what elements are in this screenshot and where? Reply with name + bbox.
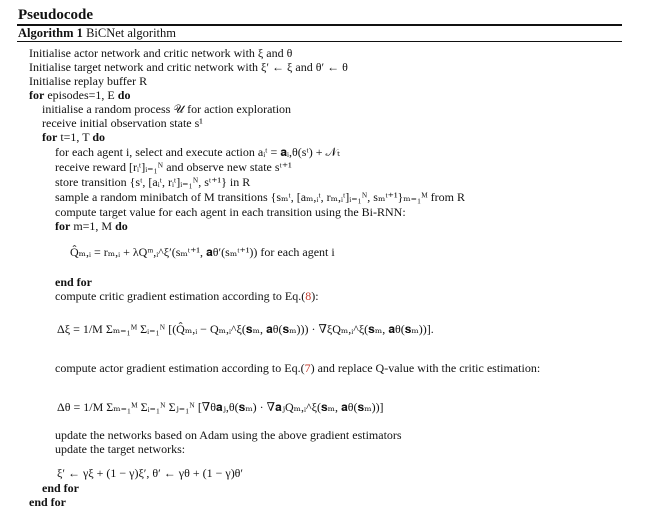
text: ) and replace Q-value with the critic estimation: [310, 361, 541, 375]
text: compute critic gradient estimation according to Eq.( [55, 289, 306, 303]
line-end-for-m: end for [55, 275, 92, 289]
algorithm-title [18, 26, 176, 41]
line-for-t [42, 130, 105, 144]
loop-range: episodes=1, E [47, 88, 115, 102]
line-receive-reward: receive reward [rᵢᵗ]ᵢ₌₁ᴺ and observe new state sᵗ⁺¹ [55, 160, 292, 174]
line-init-networks: Initialise actor network and critic network with ξ and θ [29, 46, 293, 60]
line-init-target: Initialise target network and critic network with ξ′ ← ξ and θ′ ← θ [29, 60, 348, 74]
equation-ref-link[interactable]: 7 [304, 361, 311, 375]
equation-soft-update: ξ′ ← γξ + (1 − γ)ξ′, θ′ ← γθ + (1 − γ)θ′ [57, 466, 244, 480]
text: compute actor gradient estimation according to Eq.( [55, 361, 305, 375]
line-sample-minibatch: sample a random minibatch of M transitions {sₘᵗ, [aₘ,ᵢᵗ, rₘ,ᵢᵗ]ᵢ₌₁ᴺ, sₘᵗ⁺¹}ₘ₌₁ᴹ from R [55, 190, 465, 204]
keyword-do: do [115, 219, 128, 233]
equation-actor-delta: Δθ = 1/M Σₘ₌₁ᴹ Σᵢ₌₁ᴺ Σⱼ₌₁ᴺ [∇θ𝐚ⱼ,θ(𝐬ₘ) · ∇𝐚ⱼQₘ,ᵢ^ξ(𝐬ₘ, 𝐚θ(𝐬ₘ))] [57, 400, 384, 414]
equation-ref-link[interactable]: 8 [305, 289, 312, 303]
title-rule [17, 41, 622, 42]
line-store-transition: store transition {sᵗ, [aᵢᵗ, rᵢᵗ]ᵢ₌₁ᴺ, sᵗ⁺¹} in R [55, 175, 251, 189]
keyword-for: for [29, 88, 45, 102]
line-receive-state: receive initial observation state s¹ [42, 116, 203, 130]
text: ): [311, 289, 319, 303]
line-compute-target: compute target value for each agent in each transition using the Bi-RNN: [55, 205, 406, 219]
loop-range: m=1, M [73, 219, 113, 233]
line-for-episodes [29, 88, 130, 102]
algorithm-label: Algorithm 1 [18, 26, 83, 40]
equation-target-q: Q̂ₘ,ᵢ = rₘ,ᵢ + λQᵐ,ᵢ^ξ′(sₘᵗ⁺¹, 𝐚θ′(sₘᵗ⁺¹)) for each agent i [70, 245, 335, 259]
page-heading: Pseudocode [18, 7, 93, 23]
line-init-process: initialise a random process 𝒰 for action exploration [42, 102, 292, 116]
keyword-do: do [92, 130, 106, 144]
line-actor-gradient [55, 361, 540, 375]
keyword-for: for [55, 219, 71, 233]
keyword-do: do [117, 88, 131, 102]
line-end-for-episodes: end for [29, 495, 66, 509]
line-update-target: update the target networks: [55, 442, 186, 456]
line-update-networks: update the networks based on Adam using the above gradient estimators [55, 428, 402, 442]
equation-critic-delta: Δξ = 1/M Σₘ₌₁ᴹ Σᵢ₌₁ᴺ [(Q̂ₘ,ᵢ − Qₘ,ᵢ^ξ(𝐬ₘ, 𝐚θ(𝐬ₘ))) · ∇ξQₘ,ᵢ^ξ(𝐬ₘ, 𝐚θ(𝐬ₘ))]. [57, 322, 434, 336]
line-select-action: for each agent i, select and execute action aᵢᵗ = 𝐚ᵢ,θ(sᵗ) + 𝒩ₜ [55, 145, 340, 159]
line-for-m [55, 219, 128, 233]
line-critic-gradient [55, 289, 319, 303]
loop-range: t=1, T [60, 130, 90, 144]
algorithm-name: BiCNet algorithm [86, 26, 176, 40]
line-end-for-t: end for [42, 481, 79, 495]
keyword-for: for [42, 130, 58, 144]
line-init-buffer: Initialise replay buffer R [29, 74, 148, 88]
